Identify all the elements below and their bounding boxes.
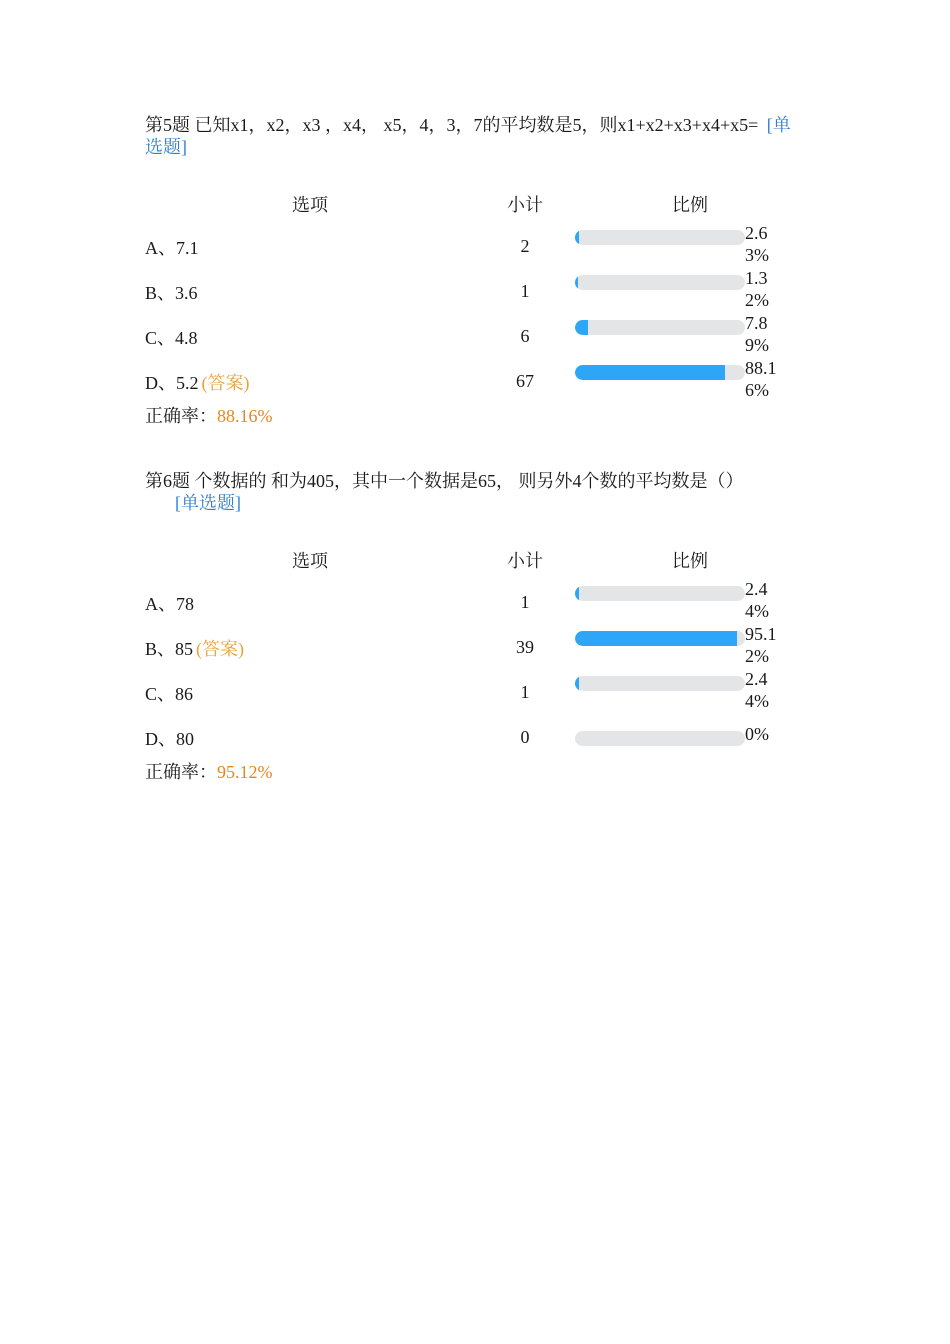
- progress-fill: [575, 365, 725, 380]
- accuracy-label: 正确率：: [145, 406, 217, 426]
- option-label: D、5.2: [145, 372, 199, 393]
- question-6: [145, 470, 805, 784]
- table-row: [145, 224, 805, 269]
- percent-text: 7.89%: [745, 312, 769, 355]
- ratio-cell: [575, 359, 805, 404]
- header-count: 小计: [507, 195, 543, 215]
- option-label: D、80: [145, 728, 194, 749]
- results-table: [145, 184, 805, 404]
- option-cell: [145, 580, 475, 625]
- header-ratio: 比例: [672, 551, 708, 571]
- progress-fill: [575, 230, 579, 245]
- progress-bar: [575, 731, 745, 746]
- option-cell: [145, 224, 475, 269]
- ratio-cell: [575, 670, 805, 715]
- header-ratio: 比例: [672, 195, 708, 215]
- count-cell: 6: [520, 326, 530, 346]
- ratio-cell: [575, 269, 805, 314]
- progress-fill: [575, 631, 737, 646]
- table-header: [145, 540, 805, 580]
- progress-bar: [575, 631, 745, 646]
- option-cell: [145, 670, 475, 715]
- option-label: A、78: [145, 593, 194, 614]
- accuracy-value: 88.16%: [217, 406, 273, 426]
- header-option: 选项: [292, 195, 328, 215]
- progress-bar: [575, 275, 745, 290]
- percent-text: 2.44%: [745, 578, 769, 621]
- option-label: C、86: [145, 683, 194, 704]
- option-cell: [145, 359, 475, 404]
- count-cell: 2: [520, 236, 530, 256]
- count-cell: 0: [520, 727, 530, 747]
- table-header: [145, 184, 805, 224]
- percent-text: 95.12%: [745, 623, 777, 666]
- answer-tag: (答案): [196, 638, 245, 659]
- question-5: [145, 114, 805, 428]
- question-title: [145, 114, 795, 158]
- progress-fill: [575, 275, 578, 290]
- option-label: C、4.8: [145, 327, 198, 348]
- table-row: [145, 715, 805, 760]
- progress-bar: [575, 320, 745, 335]
- option-label: A、7.1: [145, 237, 199, 258]
- table-row: [145, 625, 805, 670]
- option-cell: [145, 625, 475, 670]
- count-cell: 39: [516, 637, 534, 657]
- percent-text: 2.44%: [745, 668, 769, 711]
- results-table: [145, 540, 805, 760]
- question-text: 第6题 个数据的 和为405，其中一个数据是65， 则另外4个数的平均数是（）: [145, 471, 744, 491]
- table-row: [145, 670, 805, 715]
- question-text: 第5题 已知x1，x2，x3 ，x4， x5，4，3，7的平均数是5，则x1+x2+x3+x4+x5=: [145, 115, 759, 135]
- table-row: [145, 580, 805, 625]
- ratio-cell: [575, 580, 805, 625]
- ratio-cell: [575, 314, 805, 359]
- accuracy-rate: [145, 760, 805, 784]
- question-type-label: [单选题]: [175, 493, 241, 513]
- percent-text: 0%: [745, 724, 769, 744]
- count-cell: 67: [516, 371, 534, 391]
- accuracy-rate: [145, 404, 805, 428]
- header-option: 选项: [292, 551, 328, 571]
- header-count: 小计: [507, 551, 543, 571]
- accuracy-value: 95.12%: [217, 762, 273, 782]
- option-label: B、3.6: [145, 282, 198, 303]
- table-row: [145, 269, 805, 314]
- count-cell: 1: [520, 592, 530, 612]
- progress-bar: [575, 586, 745, 601]
- count-cell: 1: [520, 682, 530, 702]
- percent-text: 1.32%: [745, 267, 769, 310]
- table-row: [145, 359, 805, 404]
- percent-text: 2.63%: [745, 222, 769, 265]
- option-cell: [145, 269, 475, 314]
- progress-fill: [575, 586, 579, 601]
- count-cell: 1: [520, 281, 530, 301]
- ratio-cell: [575, 625, 805, 670]
- progress-bar: [575, 365, 745, 380]
- option-label: B、85: [145, 638, 194, 659]
- option-cell: [145, 314, 475, 359]
- progress-bar: [575, 676, 745, 691]
- accuracy-label: 正确率：: [145, 762, 217, 782]
- answer-tag: (答案): [201, 372, 250, 393]
- ratio-cell: [575, 224, 805, 269]
- survey-results: [145, 114, 805, 814]
- option-cell: [145, 715, 475, 760]
- progress-fill: [575, 676, 579, 691]
- progress-fill: [575, 320, 588, 335]
- table-row: [145, 314, 805, 359]
- question-title: [145, 470, 795, 514]
- ratio-cell: [575, 715, 805, 760]
- question-type-label: [单选题]: [145, 115, 791, 157]
- percent-text: 88.16%: [745, 357, 777, 400]
- progress-bar: [575, 230, 745, 245]
